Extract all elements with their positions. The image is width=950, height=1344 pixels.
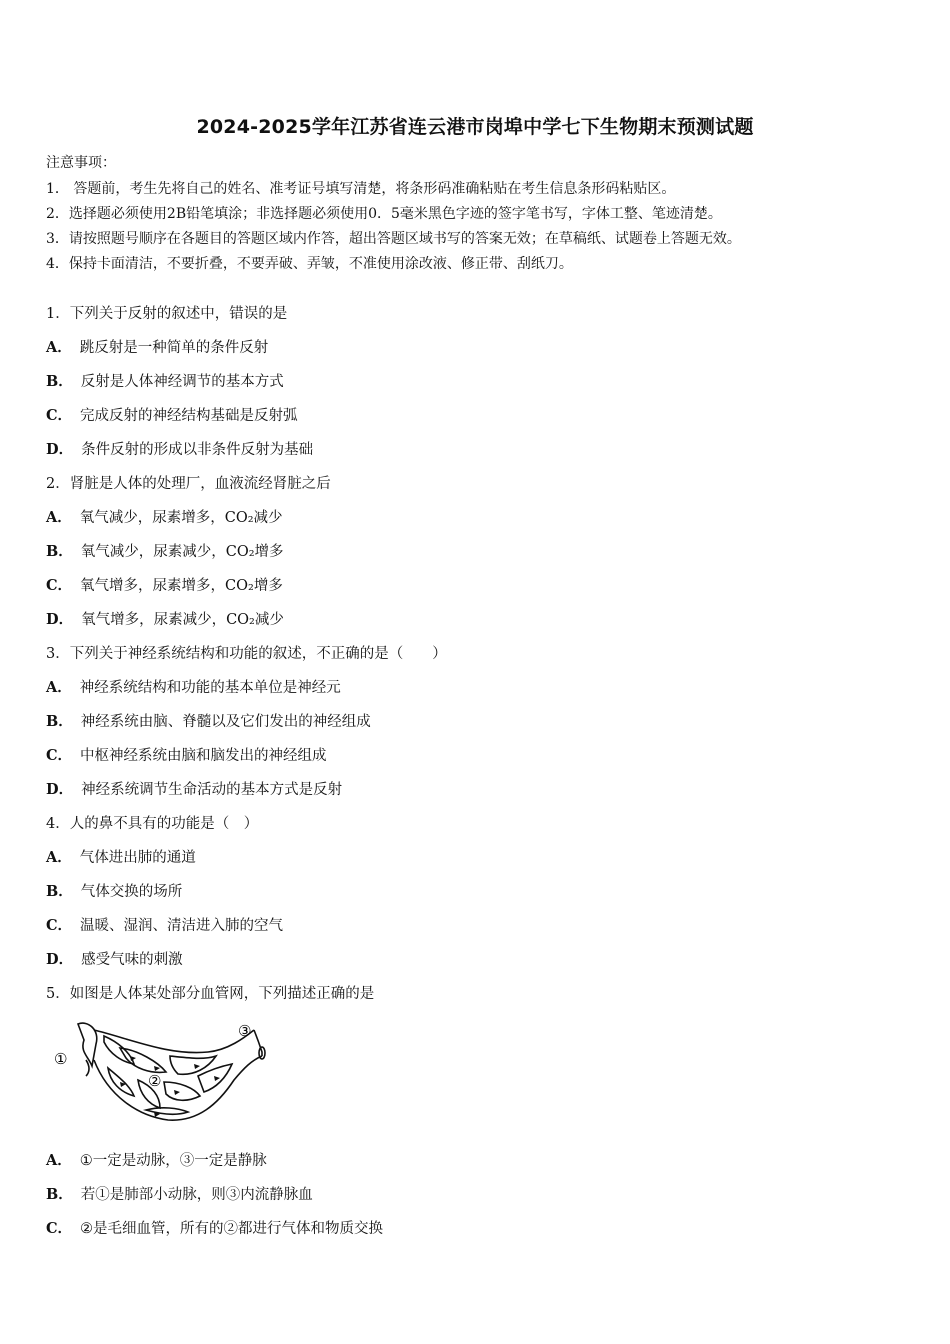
question-4-option-a[interactable]: A． 气体进出肺的通道 <box>46 849 196 866</box>
question-1-stem: 1．下列关于反射的叙述中，错误的是 <box>46 306 288 322</box>
question-3-option-b[interactable]: B． 神经系统由脑、脊髓以及它们发出的神经组成 <box>46 713 371 730</box>
question-3-stem: 3．下列关于神经系统结构和功能的叙述，不正确的是（ ） <box>46 646 447 662</box>
notice-item-3: 3．请按照题号顺序在各题目的答题区域内作答，超出答题区域书写的答案无效；在草稿纸、试题卷上答题无效。 <box>46 231 741 247</box>
question-3-option-d[interactable]: D． 神经系统调节生命活动的基本方式是反射 <box>46 781 343 798</box>
notice-item-1: 1． 答题前，考生先将自己的姓名、准考证号填写清楚，将条形码准确粘贴在考生信息条形码粘贴区。 <box>46 181 676 197</box>
page-title: 2024-2025学年江苏省连云港市岗埠中学七下生物期末预测试题 <box>196 116 754 138</box>
question-5-option-c[interactable]: C． ②是毛细血管，所有的②都进行气体和物质交换 <box>46 1220 384 1237</box>
question-2-option-b[interactable]: B． 氧气减少，尿素减少，CO₂增多 <box>46 543 284 560</box>
question-2-option-d[interactable]: D． 氧气增多，尿素减少，CO₂减少 <box>46 611 284 628</box>
notice-item-4: 4．保持卡面清洁，不要折叠，不要弄破、弄皱，不准使用涂改液、修正带、刮纸刀。 <box>46 256 573 272</box>
question-5-option-a[interactable]: A． ①一定是动脉，③一定是静脉 <box>46 1152 267 1169</box>
question-2-stem: 2．肾脏是人体的处理厂，血液流经肾脏之后 <box>46 476 331 492</box>
question-1-option-d[interactable]: D． 条件反射的形成以非条件反射为基础 <box>46 441 314 458</box>
question-2-option-c[interactable]: C． 氧气增多，尿素增多，CO₂增多 <box>46 577 283 594</box>
question-3-option-c[interactable]: C． 中枢神经系统由脑和脑发出的神经组成 <box>46 747 327 764</box>
notice-heading: 注意事项： <box>46 155 116 171</box>
figure-label-3: ③ <box>238 1022 252 1040</box>
question-1-option-c[interactable]: C． 完成反射的神经结构基础是反射弧 <box>46 407 298 424</box>
question-1-option-b[interactable]: B． 反射是人体神经调节的基本方式 <box>46 373 284 390</box>
question-3-option-a[interactable]: A． 神经系统结构和功能的基本单位是神经元 <box>46 679 341 696</box>
question-4-option-b[interactable]: B． 气体交换的场所 <box>46 883 183 900</box>
question-4-stem: 4．人的鼻不具有的功能是（ ） <box>46 816 259 832</box>
notice-item-2: 2．选择题必须使用2B铅笔填涂；非选择题必须使用0．5毫米黑色字迹的签字笔书写，字体工整、笔迹清楚。 <box>46 206 722 222</box>
blood-vessel-network-diagram <box>48 1016 278 1128</box>
figure-label-1: ① <box>54 1050 68 1068</box>
question-5-stem: 5．如图是人体某处部分血管网，下列描述正确的是 <box>46 986 375 1002</box>
question-5-option-b[interactable]: B． 若①是肺部小动脉，则③内流静脉血 <box>46 1186 313 1203</box>
question-4-option-d[interactable]: D． 感受气味的刺激 <box>46 951 183 968</box>
question-1-option-a[interactable]: A． 跳反射是一种简单的条件反射 <box>46 339 269 356</box>
question-4-option-c[interactable]: C． 温暖、湿润、清洁进入肺的空气 <box>46 917 284 934</box>
question-2-option-a[interactable]: A． 氧气减少，尿素增多，CO₂减少 <box>46 509 283 526</box>
figure-label-2: ② <box>148 1072 162 1090</box>
